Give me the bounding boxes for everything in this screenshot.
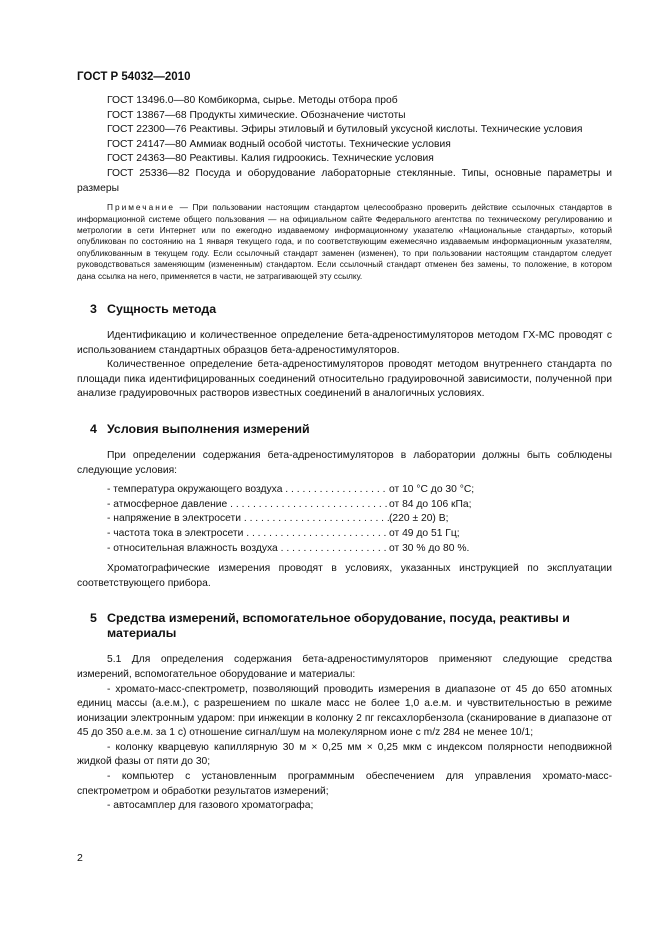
list-item: - компьютер с установленным программным обеспечением для управления хромато-масс-спектрометром и обработки результатов измерений;: [77, 771, 612, 797]
reference-item: ГОСТ 25336—82 Посуда и оборудование лабораторные стеклянные. Типы, основные параметры и размеры: [77, 167, 612, 194]
condition-row: [107, 527, 612, 542]
section-4-heading: [77, 422, 612, 437]
condition-label: - атмосферное давление . . .: [107, 498, 389, 513]
reference-item: ГОСТ 24363—80 Реактивы. Калия гидроокись. Технические условия: [107, 153, 434, 165]
paragraph: 5.1 Для определения содержания бета-адреностимуляторов применяют следующие средства измерений, вспомогательное оборудование и материалы:: [77, 654, 612, 680]
document-body: [77, 94, 612, 814]
condition-value: от 49 до 51 Гц;: [389, 527, 460, 539]
section-title: Условия выполнения измерений: [107, 421, 310, 436]
condition-value: (220 ± 20) В;: [389, 513, 449, 525]
section-number: 4: [90, 421, 97, 436]
paragraph: Идентификацию и количественное определение бета-адреностимуляторов методом ГХ-МС проводят с использованием стандартных образцов бета-адреностимуляторов.: [77, 330, 612, 356]
condition-label: - относительная влажность воздуха . . .: [107, 542, 389, 557]
section-number: 3: [90, 302, 97, 316]
reference-item: ГОСТ 13867—68 Продукты химические. Обозначение чистоты: [107, 109, 406, 121]
condition-label: - напряжение в электросети . . .: [107, 512, 389, 527]
paragraph: При определении содержания бета-адреностимуляторов в лаборатории должны быть соблюдены следующие условия:: [77, 449, 612, 476]
reference-item: ГОСТ 24147—80 Аммиак водный особой чистоты. Технические условия: [107, 138, 451, 150]
condition-label: - температура окружающего воздуха . . .: [107, 483, 389, 498]
list-item: - автосамплер для газового хроматографа;: [107, 800, 314, 812]
reference-note: [77, 202, 612, 282]
condition-label: - частота тока в электросети . . .: [107, 527, 389, 542]
section-title: Сущность метода: [107, 302, 217, 316]
note-label: Примечание: [107, 202, 176, 213]
condition-value: от 84 до 106 кПа;: [389, 498, 472, 510]
section-3-heading: [77, 302, 612, 317]
section-number: 5: [90, 611, 97, 626]
conditions-list: [107, 483, 612, 556]
paragraph: Количественное определение бета-адреностимуляторов проводят методом внутреннего стандарта по площади пика идентифицированных соединений относительно градуировочной зависимости, полученной при анализе градуировочных растворов известных соединений в аналогичных условиях.: [77, 359, 612, 400]
document-header: ГОСТ Р 54032—2010: [77, 71, 191, 83]
section-title: Средства измерений, вспомогательное оборудование, посуда, реактивы и материалы: [107, 611, 570, 641]
page-number: 2: [77, 852, 83, 864]
reference-item: ГОСТ 13496.0—80 Комбикорма, сырье. Методы отбора проб: [107, 95, 398, 106]
condition-row: [107, 483, 612, 498]
condition-row: [107, 512, 612, 527]
paragraph: Хроматографические измерения проводят в условиях, указанных инструкцией по эксплуатации соответствующего прибора.: [77, 563, 612, 589]
section-5-heading: [77, 611, 612, 641]
list-item: - хромато-масс-спектрометр, позволяющий проводить измерения в диапазоне от 45 до 650 атомных единиц массы (а.е.м.), с разрешением по шкале масс не более 1,0 а.е.м. и чувствительностью в режиме ионизации электронным ударом: при инжекции в колонку 2 пг гексахлорбензола (сканирование в диапазоне от 45 до 350 а.е.м. за 1 с) отношение сигнал/шум на молекулярном ионе с m/z 284 не менее 10/1;: [77, 683, 612, 739]
note-text: — При пользовании настоящим стандартом целесообразно проверить действие ссылочных стандартов в информационной системе общего пользования — на официальном сайте Федерального агентства по техническому регулированию и метрологии в сети Интернет или по ежегодно издаваемому информационному указателю «Национальные стандарты», который опубликован по состоянию на 1 января текущего года, и по соответствующим ежемесячно издаваемым информационным указателям, опубликованным в текущем году. Если ссылочный стандарт заменен (изменен), то при пользовании настоящим стандартом следует руководствоваться заменяющим (измененным) стандартом. Если ссылочный стандарт отменен без замены, то положение, в котором дана ссылка на него, применяется в части, не затрагивающей эту ссылку.: [77, 202, 612, 281]
condition-value: от 30 % до 80 %.: [389, 542, 470, 554]
list-item: - колонку кварцевую капиллярную 30 м × 0,25 мм × 0,25 мкм с индексом полярности неподвижной жидкой фазы от пяти до 30;: [77, 741, 612, 768]
reference-item: ГОСТ 22300—76 Реактивы. Эфиры этиловый и бутиловый уксусной кислоты. Технические условия: [107, 124, 583, 136]
condition-value: от 10 °С до 30 °С;: [389, 484, 475, 496]
condition-row: [107, 498, 612, 513]
condition-row: [107, 542, 612, 557]
references-list: [77, 94, 612, 196]
